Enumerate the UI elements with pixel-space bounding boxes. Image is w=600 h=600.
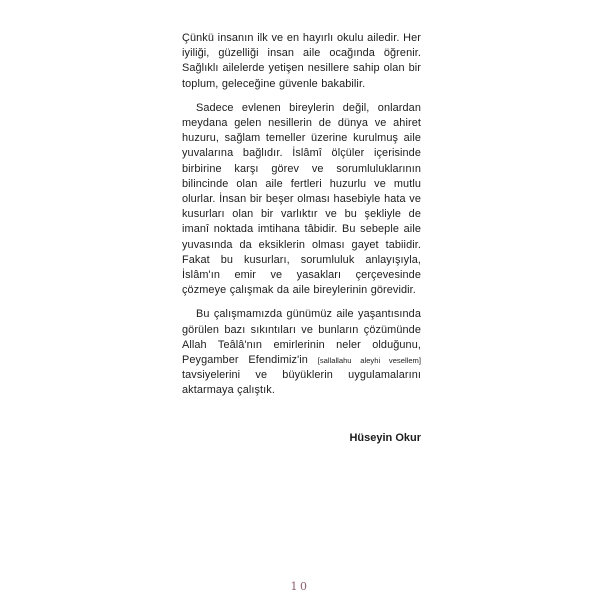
paragraph-1: Çünkü insanın ilk ve en hayırlı okulu ailedir. Her iyiliği, güzelliği insan aile ocağında öğrenir. Sağlıklı ailelerde yetişen nesillere sahip olan bir toplum, geleceğine güvenle bakabilir. [182,32,421,90]
page-footer [0,577,600,595]
author-signature: Hüseyin Okur [349,431,421,444]
honorific-note: [sallallahu aleyhi vesellem] [317,356,421,366]
paragraph-3-text-after: tavsiyelerini ve büyüklerin uygulamalarını aktarmaya çalıştık. [182,369,421,397]
page-number: 10 [290,580,310,593]
page-content [182,31,421,444]
paragraph-2: Sadece evlenen bireylerin değil, onlardan meydana gelen nesillerin de dünya ve ahiret huzuru, sağlam temeller üzerine kurulmuş aile yuvalarına bağlıdır. İslâmî ölçüler içerisinde birbirine karşı görev ve sorumluluklarının bilincinde olan aile fertleri huzurlu ve mutlu olurlar. İnsan bir beşer olması hasebiyle hata ve kusurları olan bir varlıktır ve bu şekliyle de imanî noktada imtihana tâbidir. Bu sebeple aile yuvasında da eksiklerin olması gayet tabiidir. Fakat bu kusurları, sorumluluk anlayışıyla, İslâm'ın emir ve yasakları çerçevesinde çözmeye çalışmak da aile bireylerinin görevidir. [182,101,421,297]
paragraph-3-text-before: Bu çalışmamızda günümüz aile yaşantısında görülen bazı sıkıntıları ve bunların çözümünde Allah Teâlâ'nın emirlerinin neler olduğunu, Peygamber Efendimiz'in [182,308,421,367]
paragraph-3 [182,307,421,398]
